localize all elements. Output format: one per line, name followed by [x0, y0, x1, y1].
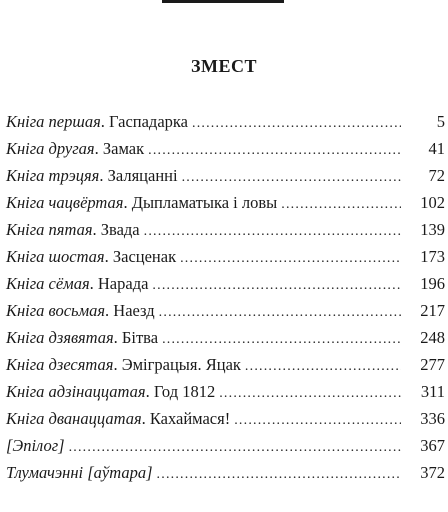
- toc-entry-chapter: Бітва: [121, 328, 159, 347]
- toc-entry-title: [6, 459, 153, 486]
- toc-entry-book: Кніга дванаццатая: [6, 409, 142, 428]
- toc-entry-title: [6, 162, 178, 189]
- dot-leader: [162, 326, 401, 353]
- toc-page-number: 248: [420, 328, 445, 347]
- dot-leader: [144, 218, 401, 245]
- toc-page-number: 5: [436, 112, 445, 131]
- toc-entry-chapter: Эміграцыя. Яцак: [121, 355, 241, 374]
- toc-entry-separator: .: [94, 139, 103, 158]
- toc-page-number: 139: [420, 220, 445, 239]
- toc-entry-book: Кніга адзінаццатая: [6, 382, 146, 401]
- toc-page-number: 311: [420, 382, 445, 401]
- toc-entry: [6, 270, 445, 297]
- toc-entry: [6, 189, 445, 216]
- toc-entry-chapter: Замак: [102, 139, 145, 158]
- toc-entry: [6, 378, 445, 405]
- toc-entry-title: [6, 378, 215, 405]
- toc-entry-separator: .: [92, 220, 101, 239]
- toc-entry: [6, 243, 445, 270]
- dot-leader: [152, 272, 401, 299]
- toc-entry-title: [6, 243, 176, 270]
- toc-entry-book: Кніга дзесятая: [6, 355, 114, 374]
- toc-entry-title: [6, 108, 188, 135]
- dot-leader: [180, 245, 401, 272]
- toc-entry-separator: .: [99, 166, 108, 185]
- toc-entry-title: [6, 351, 241, 378]
- toc-entry-chapter: Заляцанні: [107, 166, 178, 185]
- toc-entry-chapter: Гаспадарка: [109, 112, 188, 131]
- toc-entry-title: [6, 432, 65, 459]
- toc-entry-title: [6, 135, 144, 162]
- toc-entry-separator: .: [145, 382, 154, 401]
- toc-entry: [6, 162, 445, 189]
- toc-page-number: 336: [420, 409, 445, 428]
- toc-page-number: 102: [420, 193, 445, 212]
- toc-entry: [6, 324, 445, 351]
- toc-entry-separator: .: [113, 355, 122, 374]
- toc-entry-separator: .: [104, 247, 113, 266]
- toc-entry: [6, 108, 445, 135]
- toc-entry-title: [6, 324, 158, 351]
- toc-list: [6, 108, 445, 486]
- toc-page-number: 372: [420, 463, 445, 482]
- toc-entry: [6, 432, 445, 459]
- toc-entry-book: Кніга другая: [6, 139, 95, 158]
- dot-leader: [182, 164, 401, 191]
- dot-leader: [157, 461, 401, 488]
- toc-entry-book: Кніга сёмая: [6, 274, 90, 293]
- toc-entry-chapter: Засценак: [112, 247, 177, 266]
- dot-leader: [245, 353, 401, 380]
- dot-leader: [219, 380, 401, 407]
- toc-entry-separator: .: [123, 193, 132, 212]
- toc-entry-chapter: Дыпламатыка і ловы: [131, 193, 278, 212]
- toc-entry-book: Кніга пятая: [6, 220, 93, 239]
- page-title: ЗМЕСТ: [190, 56, 257, 76]
- toc-entry: [6, 405, 445, 432]
- toc-entry-title: [6, 189, 277, 216]
- toc-page-number: 217: [420, 301, 445, 320]
- dot-leader: [69, 434, 401, 461]
- toc-page-number: 367: [420, 436, 445, 455]
- dot-leader: [234, 407, 401, 434]
- toc-entry: [6, 351, 445, 378]
- toc-entry-book: Тлумачэнні [аўтара]: [6, 463, 153, 482]
- top-rule: [162, 0, 284, 3]
- toc-entry-chapter: Год 1812: [153, 382, 216, 401]
- toc-entry-book: Кніга першая: [6, 112, 101, 131]
- toc-entry-chapter: Нарада: [97, 274, 149, 293]
- toc-page-number: 173: [420, 247, 445, 266]
- toc-entry-book: Кніга трэцяя: [6, 166, 100, 185]
- toc-entry-separator: .: [141, 409, 150, 428]
- toc-entry-book: Кніга чацвёртая: [6, 193, 124, 212]
- toc-entry: [6, 459, 445, 486]
- toc-page-number: 196: [420, 274, 445, 293]
- toc-entry-title: [6, 405, 230, 432]
- toc-entry-chapter: Звада: [100, 220, 140, 239]
- toc-page-number: 277: [420, 355, 445, 374]
- toc-entry: [6, 135, 445, 162]
- dot-leader: [148, 137, 401, 164]
- dot-leader: [192, 110, 401, 137]
- toc-entry-book: Кніга дзявятая: [6, 328, 114, 347]
- toc-entry-chapter: Кахаймася!: [149, 409, 231, 428]
- toc-entry: [6, 216, 445, 243]
- toc-entry-separator: .: [113, 328, 122, 347]
- toc-page-number: 72: [428, 166, 445, 185]
- toc-entry-book: [Эпілог]: [6, 436, 65, 455]
- toc-entry-title: [6, 270, 148, 297]
- toc-entry-separator: .: [105, 301, 114, 320]
- toc-entry-title: [6, 216, 140, 243]
- toc-entry-book: Кніга шостая: [6, 247, 105, 266]
- toc-entry-chapter: Наезд: [113, 301, 155, 320]
- toc-entry-title: [6, 297, 155, 324]
- toc-entry-separator: .: [100, 112, 109, 131]
- toc-entry: [6, 297, 445, 324]
- dot-leader: [281, 191, 401, 218]
- toc-entry-book: Кніга восьмая: [6, 301, 106, 320]
- toc-page-number: 41: [428, 139, 445, 158]
- toc-entry-separator: .: [89, 274, 98, 293]
- dot-leader: [159, 299, 401, 326]
